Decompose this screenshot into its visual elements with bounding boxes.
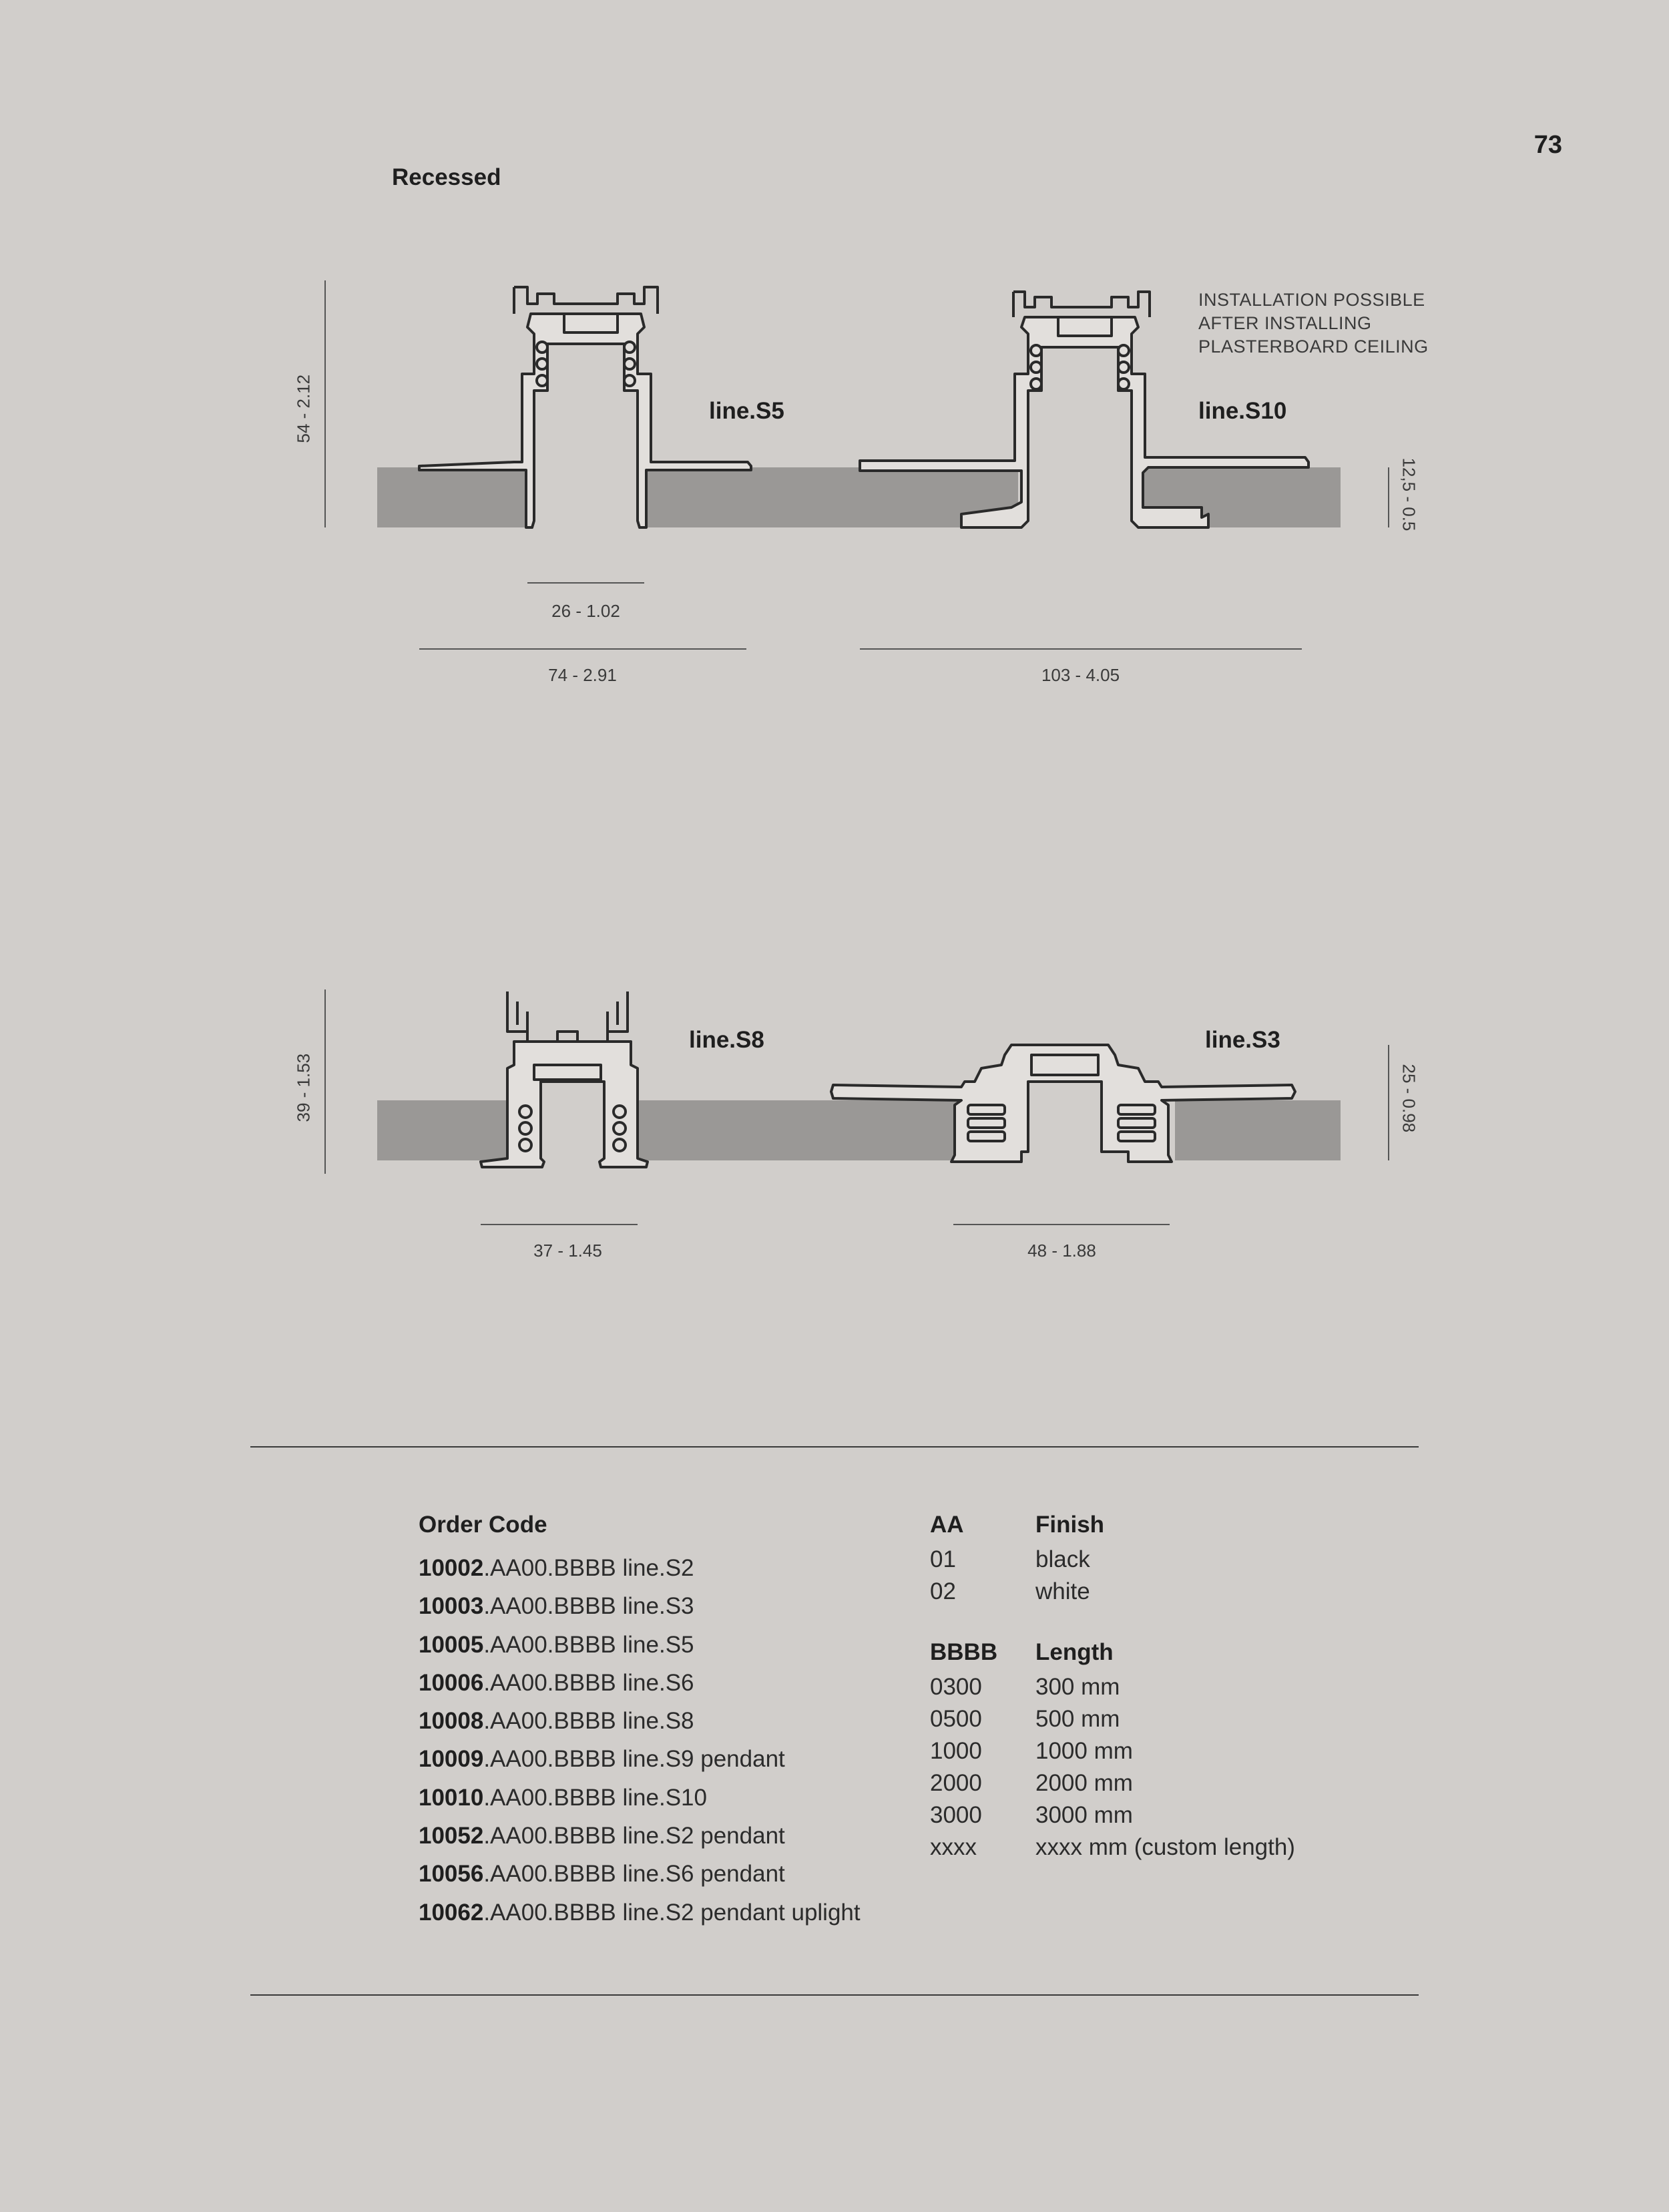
- ceiling-slab-s3-right: [1175, 1100, 1341, 1160]
- order-code-number: 10005: [419, 1631, 484, 1658]
- order-code-suffix: .AA00.BBBB line.S5: [483, 1631, 694, 1658]
- order-code-suffix: .AA00.BBBB line.S2 pendant: [483, 1823, 785, 1849]
- finish-header: [930, 1510, 1295, 1544]
- dimension-s5-inner-width: 26 - 1.02: [551, 601, 620, 621]
- order-code-suffix: .AA00.BBBB line.S6 pendant: [483, 1861, 785, 1888]
- length-value: 1000 mm: [1035, 1738, 1133, 1764]
- dimension-s8-width: 37 - 1.45: [533, 1241, 602, 1261]
- order-code-number: 10062: [419, 1899, 484, 1926]
- order-code-suffix: .AA00.BBBB line.S2: [483, 1555, 694, 1581]
- dimension-s3-ceiling: 25 - 0.98: [1399, 1064, 1419, 1133]
- profile-label-s3: line.S3: [1205, 1027, 1280, 1053]
- order-code-row: [419, 1855, 861, 1893]
- length-key: 2000: [930, 1770, 982, 1796]
- dimension-s8-height: 39 - 1.53: [293, 1053, 314, 1122]
- order-code-row: [419, 1817, 861, 1855]
- dimension-s10-ceiling: 12,5 - 0.5: [1399, 457, 1419, 531]
- ceiling-slab-s8-left: [377, 1100, 507, 1160]
- order-code-list: [419, 1510, 861, 1932]
- finish-value: white: [1035, 1578, 1090, 1604]
- order-code-number: 10056: [419, 1861, 484, 1888]
- length-key: 0500: [930, 1706, 982, 1732]
- length-key: 1000: [930, 1738, 982, 1764]
- installation-note: [1198, 288, 1429, 359]
- order-code-suffix: .AA00.BBBB line.S3: [483, 1593, 694, 1620]
- installation-note-line: PLASTERBOARD CEILING: [1198, 337, 1429, 357]
- length-key: xxxx: [930, 1834, 977, 1860]
- order-code-number: 10006: [419, 1669, 484, 1696]
- finish-key: 01: [930, 1546, 956, 1572]
- length-row: [930, 1735, 1295, 1767]
- length-value: xxxx mm (custom length): [1035, 1834, 1295, 1860]
- length-header: [930, 1638, 1295, 1671]
- finish-key: 02: [930, 1578, 956, 1604]
- order-code-number: 10009: [419, 1746, 484, 1773]
- order-code-suffix: .AA00.BBBB line.S9 pendant: [483, 1746, 785, 1773]
- dimension-s5-outer-width: 74 - 2.91: [548, 665, 617, 685]
- order-code-title: Order Code: [419, 1512, 547, 1538]
- dimension-s5-height: 54 - 2.12: [293, 374, 314, 443]
- order-code-row: [419, 1702, 861, 1740]
- ceiling-slab-s8-mid: [628, 1100, 961, 1160]
- code-legend: [930, 1510, 1295, 1863]
- length-row: [930, 1703, 1295, 1735]
- length-row: [930, 1799, 1295, 1831]
- order-code-row: [419, 1587, 861, 1625]
- order-code-row: [419, 1779, 861, 1817]
- order-code-row: [419, 1894, 861, 1932]
- length-value-header: Length: [1035, 1639, 1114, 1665]
- length-value: 500 mm: [1035, 1706, 1120, 1732]
- finish-value-header: Finish: [1035, 1512, 1105, 1538]
- order-code-suffix: .AA00.BBBB line.S2 pendant uplight: [483, 1899, 861, 1926]
- length-key-header: BBBB: [930, 1639, 998, 1665]
- section-title: Recessed: [392, 164, 501, 190]
- order-code-number: 10008: [419, 1708, 484, 1735]
- profile-label-s8: line.S8: [689, 1027, 764, 1053]
- length-row: [930, 1671, 1295, 1703]
- finish-row: [930, 1544, 1295, 1576]
- order-code-number: 10002: [419, 1555, 484, 1581]
- order-code-suffix: .AA00.BBBB line.S6: [483, 1669, 694, 1696]
- page-number: 73: [1533, 131, 1562, 159]
- table-spacer: [930, 1608, 1295, 1638]
- finish-key-header: AA: [930, 1512, 964, 1538]
- order-code-number: 10010: [419, 1784, 484, 1811]
- order-code-number: 10003: [419, 1593, 484, 1620]
- finish-value: black: [1035, 1546, 1090, 1572]
- length-key: 0300: [930, 1674, 982, 1700]
- divider-top: [250, 1446, 1419, 1448]
- profile-label-s10: line.S10: [1198, 398, 1287, 424]
- dimension-s10-outer-width: 103 - 4.05: [1041, 665, 1120, 685]
- order-code-suffix: .AA00.BBBB line.S8: [483, 1708, 694, 1735]
- order-code-number: 10052: [419, 1823, 484, 1849]
- order-code-row: [419, 1664, 861, 1702]
- installation-note-line: INSTALLATION POSSIBLE: [1198, 290, 1425, 310]
- order-code-suffix: .AA00.BBBB line.S10: [483, 1784, 707, 1811]
- installation-note-line: AFTER INSTALLING: [1198, 313, 1372, 333]
- length-row: [930, 1831, 1295, 1863]
- finish-row: [930, 1576, 1295, 1608]
- length-value: 3000 mm: [1035, 1802, 1133, 1828]
- length-value: 300 mm: [1035, 1674, 1120, 1700]
- ceiling-slab-s5-left: [377, 467, 527, 527]
- order-code-row: [419, 1740, 861, 1778]
- order-code-row: [419, 1626, 861, 1664]
- length-value: 2000 mm: [1035, 1770, 1133, 1796]
- length-key: 3000: [930, 1802, 982, 1828]
- profile-label-s5: line.S5: [709, 398, 784, 424]
- order-code-row: [419, 1549, 861, 1587]
- divider-bottom: [250, 1994, 1419, 1996]
- dimension-s3-width: 48 - 1.88: [1027, 1241, 1096, 1261]
- length-row: [930, 1767, 1295, 1799]
